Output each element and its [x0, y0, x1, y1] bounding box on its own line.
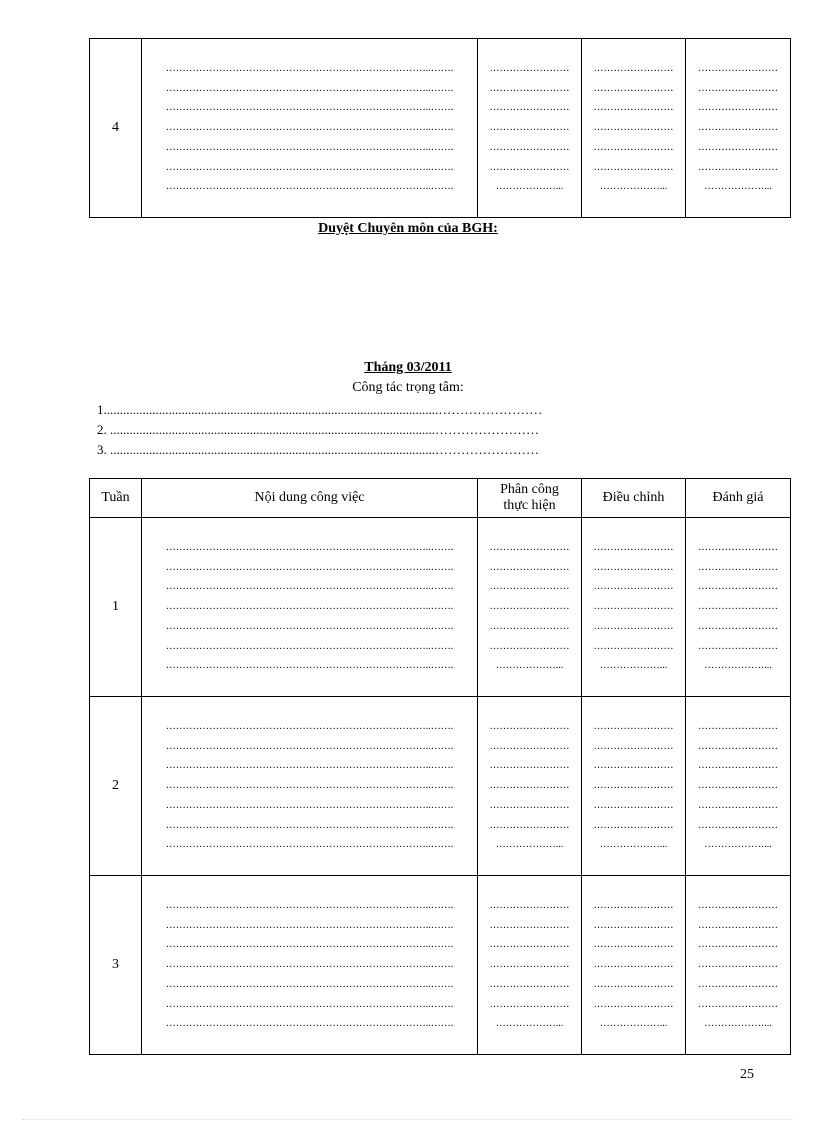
- dotted-line: ……………………………………………………………………..…….: [165, 959, 454, 971]
- dotted-line: ……………………: [593, 620, 674, 632]
- content-cell: [142, 518, 478, 697]
- header-assign-line2: thực hiện: [503, 498, 556, 513]
- content-cell: [142, 39, 478, 218]
- dotted-line: ……………………: [593, 978, 674, 990]
- dotted-line: ……………………: [489, 740, 570, 752]
- dotted-line: ……………………: [593, 740, 674, 752]
- dotted-line: ……………………: [698, 102, 778, 114]
- dotted-line: ……………………………………………………………………..…….: [165, 62, 454, 74]
- dotted-line: ………………...: [704, 181, 772, 193]
- dotted-line: ……………………: [698, 760, 778, 772]
- dotted-line: ……………………: [698, 581, 778, 593]
- dotted-line: ……………………: [698, 939, 778, 951]
- dotted-line: ……………………: [489, 780, 570, 792]
- focus-title: Công tác trọng tâm:: [352, 380, 464, 395]
- dotted-line: ……………………………………………………………………..…….: [165, 581, 454, 593]
- header-evaluate: Đánh giá: [686, 479, 791, 518]
- dotted-line: ……………………: [489, 799, 570, 811]
- page-number: 25: [740, 1067, 754, 1082]
- dotted-line: ……………………: [489, 122, 570, 134]
- dotted-line: ……………………: [489, 760, 570, 772]
- dotted-line: ……………………………………………………………………..…….: [165, 998, 454, 1010]
- dotted-line: ……………………: [593, 541, 674, 553]
- dotted-line: ………………...: [495, 839, 564, 851]
- footer-divider: [22, 1119, 794, 1120]
- dotted-line: ……………………: [698, 720, 778, 732]
- focus-item: 2. ....................................................................................................……………………: [97, 422, 539, 437]
- dotted-line: ……………………: [593, 780, 674, 792]
- dotted-line: ……………………: [593, 899, 674, 911]
- dotted-line: ……………………: [698, 62, 778, 74]
- focus-item: 1.......................................................................................................……………………: [97, 402, 543, 417]
- dotted-line: ……………………: [593, 141, 674, 153]
- content-cell: [142, 876, 478, 1055]
- dotted-line: ……………………………………………………………………..…….: [165, 899, 454, 911]
- dotted-line: ……………………: [489, 998, 570, 1010]
- dotted-line: ……………………: [593, 919, 674, 931]
- dotted-line: ……………………: [489, 720, 570, 732]
- dotted-line: ……………………: [593, 581, 674, 593]
- dotted-line: ……………………: [698, 819, 778, 831]
- dotted-line: ……………………: [593, 640, 674, 652]
- week-number: 4: [90, 39, 142, 218]
- dotted-line: ………………...: [704, 660, 772, 672]
- previous-month-table: [89, 38, 791, 218]
- dotted-line: ……………………………………………………………………..…….: [165, 660, 454, 672]
- header-assign: [478, 479, 582, 518]
- header-row: [90, 479, 791, 518]
- dotted-line: ……………………: [593, 161, 674, 173]
- dotted-line: ……………………………………………………………………..…….: [165, 141, 454, 153]
- week-number: 1: [90, 518, 142, 697]
- dotted-line: ……………………: [698, 899, 778, 911]
- dotted-line: ……………………: [698, 740, 778, 752]
- dotted-line: ……………………………………………………………………..…….: [165, 601, 454, 613]
- approval-label: Duyệt Chuyên môn của BGH:: [318, 221, 498, 236]
- dotted-line: ……………………………………………………………………..…….: [165, 561, 454, 573]
- dotted-line: ……………………: [489, 978, 570, 990]
- dotted-line: ……………………: [593, 561, 674, 573]
- header-content: Nội dung công việc: [142, 479, 478, 518]
- dotted-line: ……………………………………………………………………..…….: [165, 640, 454, 652]
- dotted-line: ……………………: [698, 640, 778, 652]
- dotted-line: ………………...: [599, 181, 668, 193]
- adjust-cell: [582, 697, 686, 876]
- dotted-line: ……………………: [489, 82, 570, 94]
- dotted-line: ……………………: [698, 620, 778, 632]
- dotted-line: ……………………………………………………………………..…….: [165, 819, 454, 831]
- dotted-line: ……………………: [698, 541, 778, 553]
- adjust-cell: [582, 518, 686, 697]
- dotted-line: ……………………………………………………………………..…….: [165, 740, 454, 752]
- dotted-line: ………………...: [495, 181, 564, 193]
- dotted-line: ……………………: [489, 102, 570, 114]
- dotted-line: ……………………: [489, 62, 570, 74]
- dotted-line: ………………...: [495, 1018, 564, 1030]
- evaluate-cell: [686, 518, 791, 697]
- dotted-line: ………………...: [495, 660, 564, 672]
- dotted-line: ……………………: [489, 581, 570, 593]
- dotted-line: ……………………: [593, 959, 674, 971]
- dotted-line: ……………………: [698, 780, 778, 792]
- dotted-line: ……………………………………………………………………..…….: [165, 181, 454, 193]
- dotted-line: ……………………: [593, 62, 674, 74]
- table-row: [90, 876, 791, 1055]
- header-week: Tuần: [90, 479, 142, 518]
- dotted-line: ……………………………………………………………………..…….: [165, 919, 454, 931]
- dotted-line: ……………………: [489, 899, 570, 911]
- table-row: [90, 39, 791, 218]
- dotted-line: ……………………: [489, 561, 570, 573]
- dotted-line: ……………………: [593, 601, 674, 613]
- dotted-line: ……………………: [489, 819, 570, 831]
- work-plan-table: [89, 478, 791, 1055]
- dotted-line: ……………………………………………………………………..…….: [165, 978, 454, 990]
- dotted-line: ……………………: [489, 161, 570, 173]
- focus-item: 3. ....................................................................................................……………………: [97, 442, 539, 457]
- dotted-line: ……………………: [698, 919, 778, 931]
- dotted-line: ……………………: [698, 561, 778, 573]
- dotted-line: ……………………: [698, 141, 778, 153]
- dotted-line: ……………………………………………………………………..…….: [165, 799, 454, 811]
- dotted-line: ……………………: [698, 978, 778, 990]
- dotted-line: ……………………: [698, 799, 778, 811]
- dotted-line: ……………………: [489, 939, 570, 951]
- assign-cell: [478, 518, 582, 697]
- dotted-line: ……………………: [489, 959, 570, 971]
- evaluate-cell: [686, 876, 791, 1055]
- dotted-line: ……………………………………………………………………..…….: [165, 780, 454, 792]
- adjust-cell: [582, 39, 686, 218]
- adjust-cell: [582, 876, 686, 1055]
- dotted-line: ……………………: [489, 640, 570, 652]
- assign-cell: [478, 876, 582, 1055]
- dotted-line: ……………………: [698, 998, 778, 1010]
- table-row: [90, 518, 791, 697]
- evaluate-cell: [686, 697, 791, 876]
- dotted-line: ……………………: [698, 122, 778, 134]
- dotted-line: ……………………………………………………………………..…….: [165, 102, 454, 114]
- dotted-line: ……………………: [593, 122, 674, 134]
- dotted-line: ……………………: [593, 939, 674, 951]
- dotted-line: ……………………………………………………………………..…….: [165, 839, 454, 851]
- dotted-line: ……………………: [489, 919, 570, 931]
- header-assign-line1: Phân công: [500, 482, 559, 497]
- dotted-line: ……………………: [489, 620, 570, 632]
- evaluate-cell: [686, 39, 791, 218]
- dotted-line: ……………………: [698, 82, 778, 94]
- dotted-line: ……………………………………………………………………..…….: [165, 161, 454, 173]
- month-title: Tháng 03/2011: [364, 360, 452, 375]
- dotted-line: ……………………………………………………………………..…….: [165, 1018, 454, 1030]
- dotted-line: ……………………: [593, 819, 674, 831]
- dotted-line: ……………………: [489, 541, 570, 553]
- assign-cell: [478, 697, 582, 876]
- assign-cell: [478, 39, 582, 218]
- dotted-line: ………………...: [704, 839, 772, 851]
- dotted-line: ……………………………………………………………………..…….: [165, 122, 454, 134]
- dotted-line: ………………...: [599, 839, 668, 851]
- dotted-line: ……………………: [593, 82, 674, 94]
- dotted-line: ……………………………………………………………………..…….: [165, 760, 454, 772]
- dotted-line: ……………………: [698, 161, 778, 173]
- dotted-line: ……………………: [489, 601, 570, 613]
- content-cell: [142, 697, 478, 876]
- dotted-line: ……………………………………………………………………..…….: [165, 720, 454, 732]
- dotted-line: ……………………: [698, 959, 778, 971]
- dotted-line: ……………………: [593, 799, 674, 811]
- week-number: 3: [90, 876, 142, 1055]
- dotted-line: ……………………: [593, 720, 674, 732]
- header-adjust: Điều chỉnh: [582, 479, 686, 518]
- dotted-line: ………………...: [599, 1018, 668, 1030]
- dotted-line: ………………...: [599, 660, 668, 672]
- dotted-line: ……………………: [593, 102, 674, 114]
- dotted-line: ……………………………………………………………………..…….: [165, 939, 454, 951]
- table-row: [90, 697, 791, 876]
- dotted-line: ……………………………………………………………………..…….: [165, 82, 454, 94]
- dotted-line: ……………………: [593, 998, 674, 1010]
- dotted-line: ……………………: [698, 601, 778, 613]
- dotted-line: ………………...: [704, 1018, 772, 1030]
- week-number: 2: [90, 697, 142, 876]
- dotted-line: ……………………………………………………………………..…….: [165, 541, 454, 553]
- dotted-line: ……………………: [489, 141, 570, 153]
- dotted-line: ……………………: [593, 760, 674, 772]
- dotted-line: ……………………………………………………………………..…….: [165, 620, 454, 632]
